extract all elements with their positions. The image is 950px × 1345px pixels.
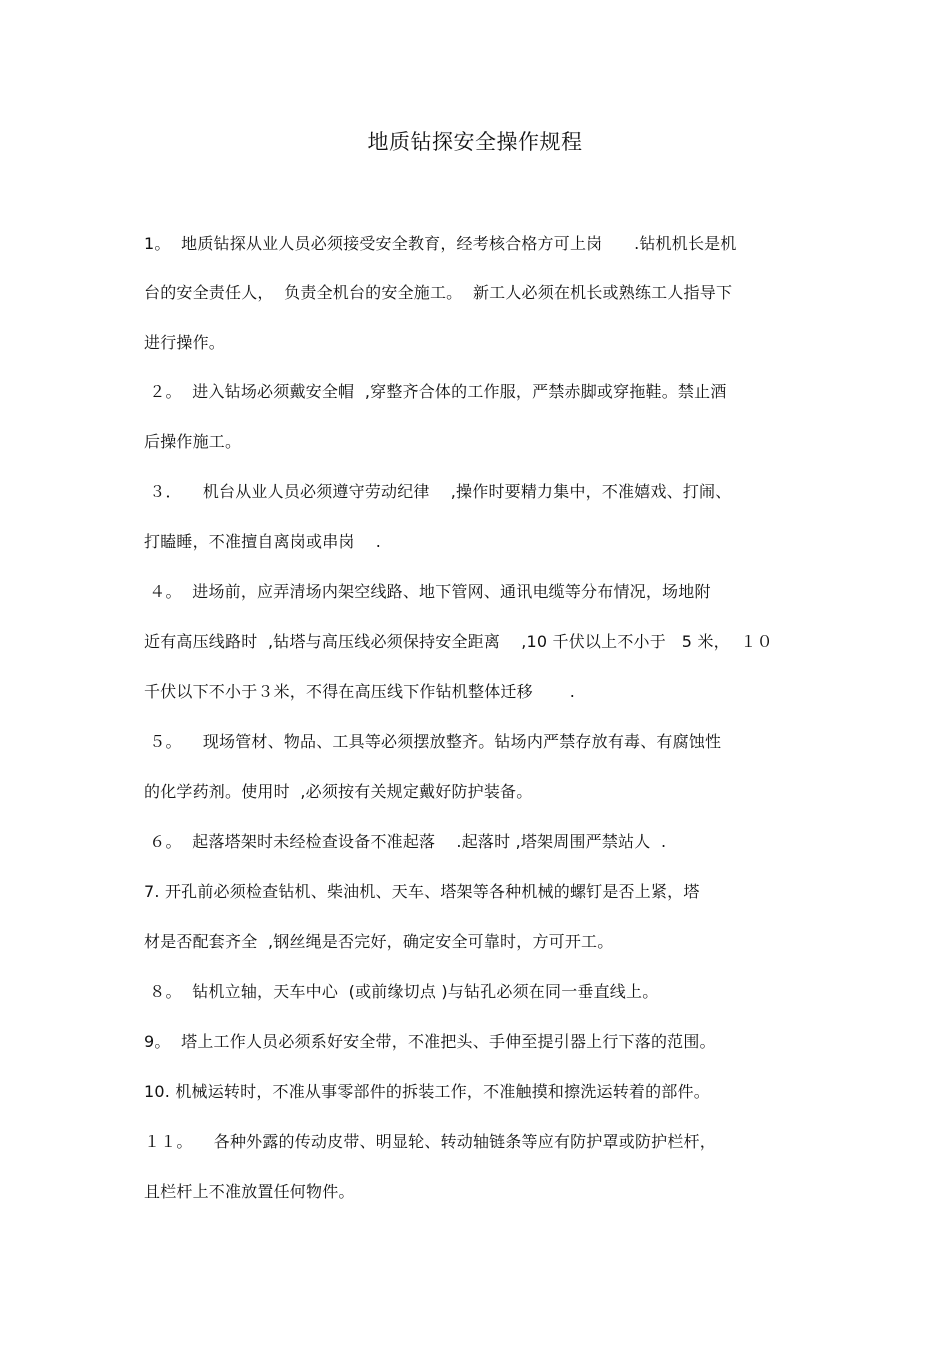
body-line: 的化学药剂。使用时 ,必须按有关规定戴好防护装备。: [144, 782, 533, 801]
body-line: 材是否配套齐全 ,钢丝绳是否完好，确定安全可靠时，方可开工。: [144, 932, 614, 951]
body-line: １１。 各种外露的传动皮带、明显轮、转动轴链条等应有防护罩或防护栏杆，: [144, 1132, 716, 1151]
body-line: 且栏杆上不准放置任何物件。: [144, 1182, 355, 1201]
body-line: 打瞌睡，不准擅自离岗或串岗 .: [144, 532, 382, 551]
body-line: 台的安全责任人， 负责全机台的安全施工。 新工人必须在机长或熟练工人指导下: [144, 283, 733, 302]
body-line: ５。 现场管材、物品、工具等必须摆放整齐。钻场内严禁存放有毒、有腐蚀性: [144, 732, 722, 751]
body-line: 近有高压线路时 ,钻塔与高压线必须保持安全距离 ,10 千伏以上不小于 5 米， １０: [144, 632, 773, 651]
body-line: 后操作施工。: [144, 432, 242, 451]
body-line: ８。 钻机立轴，天车中心 (或前缘切点 )与钻孔必须在同一垂直线上。: [144, 982, 659, 1001]
body-line: 7. 开孔前必须检查钻机、柴油机、天车、塔架等各种机械的螺钉是否上紧，塔: [144, 882, 700, 901]
body-line: 9。 塔上工作人员必须系好安全带，不准把头、手伸至提引器上行下落的范围。: [144, 1032, 716, 1051]
body-line: 10. 机械运转时，不准从事零部件的拆装工作，不准触摸和擦洗运转着的部件。: [144, 1082, 710, 1101]
body-line: 1。 地质钻探从业人员必须接受安全教育，经考核合格方可上岗 .钻机机长是机: [144, 234, 737, 253]
body-line: ３． 机台从业人员必须遵守劳动纪律 ,操作时要精力集中，不准嬉戏、打闹、: [144, 482, 732, 501]
body-line: ２。 进入钻场必须戴安全帽 ,穿整齐合体的工作服，严禁赤脚或穿拖鞋。禁止酒: [144, 382, 727, 401]
body-line: ４。 进场前，应弄清场内架空线路、地下管网、通讯电缆等分布情况，场地附: [144, 582, 711, 601]
body-line: 进行操作。: [144, 333, 226, 352]
body-line: 千伏以下不小于３米，不得在高压线下作钻机整体迁移 .: [144, 682, 576, 701]
page-title: 地质钻探安全操作规程: [367, 130, 583, 154]
body-line: ６。 起落塔架时未经检查设备不准起落 .起落时 ,塔架周围严禁站人 .: [144, 832, 667, 851]
